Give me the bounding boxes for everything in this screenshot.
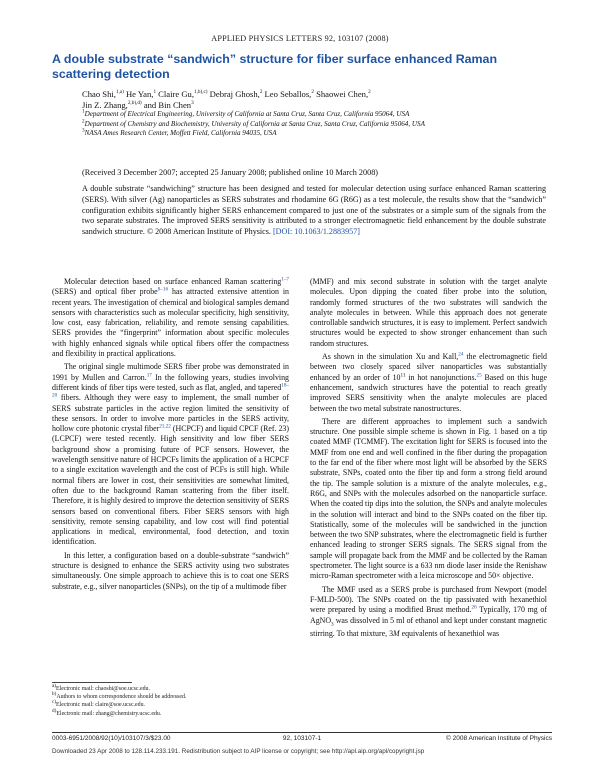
author-superscript: 1,a): [115, 89, 124, 96]
footnote-text: Electronic mail: zhang@chemistry.ucsc.edu.: [56, 710, 162, 717]
text: (SERS) and optical fiber probe: [52, 287, 158, 297]
text: in hot nanojunctions.: [405, 372, 477, 382]
text: equivalents of hexanethiol was: [399, 629, 500, 639]
author-shaowei-chen: Shaowei Chen,: [313, 89, 369, 99]
citation-link[interactable]: 18–20: [52, 382, 289, 399]
footnote-divider: [52, 682, 132, 683]
abstract: [82, 184, 546, 238]
text: (MMF) and mix second substrate in solution with the target analyte molecules. Upon dipping the coated fiber probe into the solution, randomly formed structures of the two substrates will sandwich the analyte molecules in between. While this approach does not generate controllable sandwich structures, it is easy to implement. Perfect sandwich structures would be expected to show stronger enhancement than such random structures.: [310, 277, 547, 348]
footnote-text: Authors to whom correspondence should be addressed.: [56, 694, 187, 701]
text: The MMF used as a SERS probe is purchased from Newport (model F-MLD-500). The SNPs coated on the tip passivated with hexanethiol were prepared by using a modified Brust method.: [310, 584, 547, 615]
footnote-mark: c): [52, 699, 57, 706]
author-bin-chen: and Bin Chen: [141, 100, 192, 110]
citation-link[interactable]: 26: [471, 604, 477, 611]
affiliation-2: [82, 120, 552, 130]
citation-link[interactable]: 21,22: [159, 423, 171, 430]
author-superscript: 2: [311, 89, 314, 96]
download-notice: Downloaded 23 Apr 2008 to 128.114.233.191. Redistribution subject to AIP license or copyright; see http://apl.aip.org/apl/copyright.jsp: [52, 748, 425, 755]
footer-issn: 0003-6951/2008/92(10)/103107/3/$23.00: [52, 735, 171, 742]
author-superscript: 1: [153, 89, 157, 96]
page-footer: [52, 735, 552, 742]
text: fibers. Although they were easy to implement, the small number of SERS substrate particles in the active region limited the sensitivity of these sensors. In order to involve more particles in the SERS activity, hollow core photonic crystal fiber: [52, 393, 289, 434]
author-debraj-ghosh: Debraj Ghosh,: [207, 89, 260, 99]
footnote: [52, 685, 292, 693]
paragraph: [310, 585, 547, 640]
doi-link[interactable]: [DOI: 10.1063/1.2883957]: [272, 227, 360, 237]
text: (HCPCF) and liquid CPCF (Ref. 23) (LCPCF) were tested recently. High sensitivity and low fiber SERS background show a promising future of PCF sensors. However, the wavelength sensitive nature of HCPCFs limits the application of a HCPCF to a single excitation wavelength and the cost of PCFs is still high. While normal fibers are lower in cost, their sensitivities are somewhat limited, often due to the background Raman scattering from the fiber itself. Therefore, it is highly desired to improve the detection sensitivity of SERS sensors based on conventional fibers. Fiber SERS sensors with high sensitivity, remote sensing capability, and low cost will find potential applications in medical, environmental, food detection, and toxin identification.: [52, 424, 289, 547]
affiliation-mark: 2: [82, 118, 85, 125]
affiliation-text: Department of Chemistry and Biochemistry, University of California at Santa Cruz, Santa Cruz, California 95064, USA: [84, 119, 425, 128]
text: Typically, 170 mg of AgNO: [310, 605, 547, 625]
affiliation-text: NASA Ames Research Center, Moffett Field, California 94035, USA: [84, 129, 277, 138]
footnote-text: Electronic mail: chaoshi@soe.ucsc.edu.: [56, 686, 150, 692]
received-dates: (Received 3 December 2007; accepted 25 January 2008; published online 10 March 2008): [82, 168, 379, 177]
footnote: [52, 707, 292, 718]
affiliations: [82, 110, 552, 139]
affiliation-1: [82, 110, 552, 120]
author-superscript: 2: [368, 89, 371, 96]
citation-link[interactable]: 1–7: [281, 276, 289, 283]
text: Based on this huge enhancement, sandwich structures have the potential to reach greatly improved SERS sensitivity when the analyte molecules are placed between the two metal substrate nanostructures.: [310, 372, 547, 413]
footnotes: [52, 685, 292, 718]
footer-copyright: © 2008 American Institute of Physics: [446, 735, 552, 742]
running-head: APPLIED PHYSICS LETTERS 92, 103107 (2008): [211, 34, 389, 43]
text: As shown in the simulation Xu and Kall,: [322, 352, 459, 362]
text: based on a tip coated MMF (TCMMF). The excitation light for SERS is focused into the MMF from one end and well confined in the fiber during the propagation to the far end of the fiber where most light will be absorbed by the SERS substrate, SNPs, coated onto the fiber tip and form a strong field around the tip. The sample solution is a mixture of the analyte molecules, e.g., R6G, and SNPs with the molecules adsorbed on the nanoparticle surface. When the coated tip dips into the solution, the SNPs and analyte molecules in the solution will interact and bind to the SNPs coated on the fiber tip. Statistically, some of the molecules will be sandwiched in the junction between the two SNP substrates, where the electromagnetic field is further enhanced leading to stronger SERS signals. The SERS signal from the sample will propagate back from the MMF and be collected by the Raman spectrometer. The light source is a 633 nm diode laser inside the Renishaw micro-Raman spectrometer with a leica microscope and 50× objective.: [310, 427, 547, 581]
citation-link[interactable]: 24: [458, 351, 464, 358]
body-column-right: [310, 277, 547, 640]
text-italic: M: [393, 629, 400, 639]
affiliation-mark: 3: [82, 127, 85, 134]
paragraph: [310, 277, 547, 349]
citation-link[interactable]: 17: [146, 372, 152, 379]
affiliation-3: [82, 129, 552, 139]
figure-link[interactable]: 1: [493, 427, 498, 437]
text: the electromagnetic field between two closely spaced silver nanoparticles was substantially enhanced by an order of 10: [310, 352, 547, 382]
footnote-text: Electronic mail: claire@soe.ucsc.edu.: [56, 702, 146, 709]
footnote: [52, 701, 292, 709]
author-jin-zhang: Jin Z. Zhang,: [82, 100, 128, 110]
footer-divider: [52, 732, 552, 733]
author-superscript: 1,b),c): [193, 89, 208, 96]
text: In this letter, a configuration based on a double-substrate “sandwich” structure is designed to enhance the SERS activity using two substrates simultaneously. One simple approach to achieve this is to coat one SERS substrate, e.g., silver nanoparticles (SNPs), on the tip of a multimode fiber: [52, 550, 289, 591]
text: In the following years, studies involving different kinds of fiber tips were tested, such as flat, angled, and tapered: [52, 372, 289, 392]
affiliation-text: Department of Electrical Engineering, University of California at Santa Cruz, Santa Cruz, California 95064, USA: [84, 110, 410, 118]
text: has attracted extensive attention in recent years. The investigation of chemical and biological samples demand sensors with characteristics such as molecular specificity, high sensitivity, low cost, easy fabrication, reliability, and remote sensing capabilities. SERS provides the “fingerprint” information about specific molecules with highly enhanced signals while optical fibers offer the compactness and flexibility in practical applications.: [52, 287, 290, 359]
author-superscript: 2: [259, 89, 263, 96]
paragraph: [52, 277, 289, 359]
citation-link[interactable]: 25: [476, 372, 482, 379]
article-title: A double substrate “sandwich” structure for fiber surface enhanced Raman scattering detection: [52, 52, 498, 81]
author-claire-gu: Claire Gu,: [156, 89, 194, 99]
text: The original single multimode SERS fiber probe was demonstrated in 1991 by Mullen and Carron.: [52, 362, 289, 382]
author-leo-seballos: Leo Seballos,: [262, 89, 312, 99]
footer-page-number: 92, 103107-1: [282, 735, 322, 742]
paragraph: [52, 551, 289, 592]
text: There are different approaches to implement such a sandwich structure. One possible simple scheme is shown in Fig.: [310, 416, 547, 437]
paragraph: [310, 417, 547, 582]
body-column-left: [52, 277, 289, 592]
footnote: [52, 693, 292, 701]
text: was dissolved in 5 ml of ethanol and kept under constant magnetic stirring. To that mixture, 3: [310, 615, 547, 639]
author-chao-shi: Chao Shi,: [82, 89, 116, 99]
abstract-text: A double substrate “sandwiching” structure has been designed and tested for molecular detection using surface enhanced Raman scattering (SERS). With silver (Ag) nanoparticles as SERS substrates and rhodamine 6G (R6G) as a test molecule, the results show that the “sandwich” configuration exhibits significantly higher SERS enhancement compared to just one of the substrates or a simple sum of the signals from the two separate substrates. The improved SERS sensitivity is attributed to a stronger electromagnetic field enhancement by the double substrate sandwich structure. © 2008 American Institute of Physics.: [82, 184, 546, 237]
author-list: [82, 89, 552, 111]
footnote-mark: d): [52, 707, 57, 714]
author-superscript: 2,b),d): [127, 100, 142, 107]
exponent: 11: [400, 372, 406, 379]
footnote-mark: a): [52, 683, 57, 690]
affiliation-mark: 1: [82, 108, 85, 115]
author-superscript: 3: [191, 100, 194, 107]
citation-link[interactable]: 8–16: [157, 286, 169, 293]
paragraph: [52, 362, 289, 547]
footnote-mark: b): [52, 691, 57, 698]
paragraph: [310, 352, 547, 414]
text: Molecular detection based on surface enhanced Raman scattering: [64, 277, 282, 286]
subscript: 3: [331, 621, 334, 628]
author-he-yan: He Yan,: [123, 89, 154, 99]
